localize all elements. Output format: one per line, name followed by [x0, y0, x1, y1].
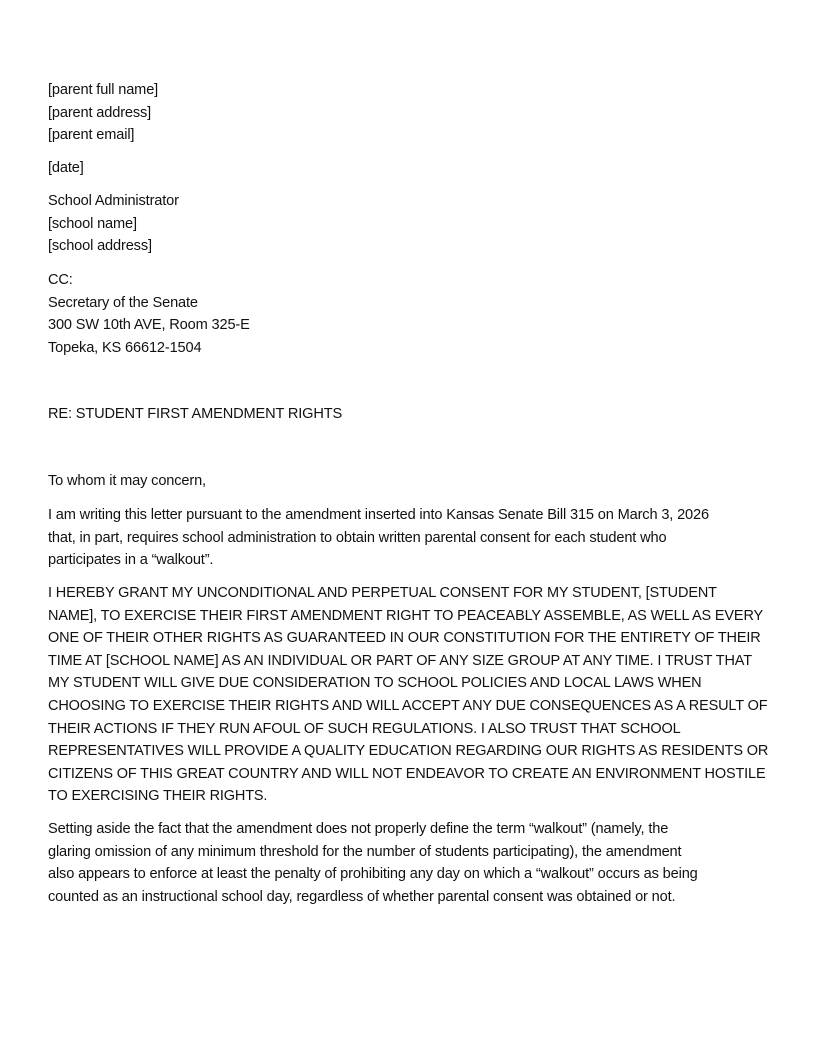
- sender-address: [parent address]: [48, 104, 152, 121]
- recipient-school-address: [school address]: [48, 238, 152, 255]
- paragraph-line: also appears to enforce at least the penalty of prohibiting any day on which a “walkout” occurs as being: [48, 866, 698, 883]
- cc-block: [48, 269, 250, 359]
- date-line: [48, 157, 84, 180]
- recipient-title: School Administrator: [48, 193, 179, 209]
- subject-line: [48, 403, 342, 426]
- paragraph-line: counted as an instructional school day, regardless of whether parental consent was obtained or not.: [48, 888, 676, 905]
- date: [date]: [48, 160, 84, 176]
- sender-name: [parent full name]: [48, 82, 159, 98]
- paragraph-line: Setting aside the fact that the amendment does not properly define the term “walkout” (namely, the: [48, 821, 669, 837]
- greeting: To whom it may concern,: [48, 473, 206, 489]
- sender-block: [48, 79, 158, 147]
- paragraph-3: [48, 818, 698, 908]
- cc-city: Topeka, KS 66612-1504: [48, 339, 202, 356]
- paragraph-line: CHOOSING TO EXERCISE THEIR RIGHTS AND WILL ACCEPT ANY DUE CONSEQUENCES AS A RESULT OF: [48, 697, 768, 714]
- paragraph-line: ONE OF THEIR OTHER RIGHTS AS GUARANTEED IN OUR CONSTITUTION FOR THE ENTIRETY OF THEIR: [48, 630, 761, 647]
- paragraph-line: THEIR ACTIONS IF THEY RUN AFOUL OF SUCH REGULATIONS. I ALSO TRUST THAT SCHOOL: [48, 720, 681, 737]
- paragraph-1: [48, 504, 709, 572]
- paragraph-2-consent: [48, 582, 773, 808]
- cc-name: Secretary of the Senate: [48, 294, 198, 311]
- paragraph-line: glaring omission of any minimum threshold for the number of students participating), the amendment: [48, 843, 682, 860]
- paragraph-line: I HEREBY GRANT MY UNCONDITIONAL AND PERPETUAL CONSENT FOR MY STUDENT, [STUDENT: [48, 585, 717, 601]
- paragraph-line: I am writing this letter pursuant to the amendment inserted into Kansas Senate Bill 315 on March 3, 2026: [48, 507, 709, 523]
- recipient-school-name: [school name]: [48, 215, 137, 232]
- paragraph-line: MY STUDENT WILL GIVE DUE CONSIDERATION TO SCHOOL POLICIES AND LOCAL LAWS WHEN: [48, 675, 702, 692]
- greeting-line: [48, 470, 206, 493]
- paragraph-line: NAME], TO EXERCISE THEIR FIRST AMENDMENT RIGHT TO PEACEABLY ASSEMBLE, AS WELL AS EVERY: [48, 607, 764, 624]
- paragraph-line: REPRESENTATIVES WILL PROVIDE A QUALITY EDUCATION REGARDING OUR RIGHTS AS RESIDENTS OR: [48, 743, 769, 760]
- paragraph-line: TO EXERCISING THEIR RIGHTS.: [48, 788, 268, 805]
- paragraph-line: CITIZENS OF THIS GREAT COUNTRY AND WILL NOT ENDEAVOR TO CREATE AN ENVIRONMENT HOSTILE: [48, 765, 766, 782]
- subject: RE: STUDENT FIRST AMENDMENT RIGHTS: [48, 406, 343, 422]
- paragraph-line: TIME AT [SCHOOL NAME] AS AN INDIVIDUAL OR PART OF ANY SIZE GROUP AT ANY TIME. I TRUST THAT: [48, 652, 752, 669]
- paragraph-line: that, in part, requires school administration to obtain written parental consent for each student who: [48, 529, 667, 546]
- cc-label: CC:: [48, 272, 73, 288]
- paragraph-line: participates in a “walkout”.: [48, 552, 214, 569]
- sender-email: [parent email]: [48, 127, 135, 144]
- recipient-block: [48, 190, 179, 258]
- cc-address: 300 SW 10th AVE, Room 325-E: [48, 317, 250, 334]
